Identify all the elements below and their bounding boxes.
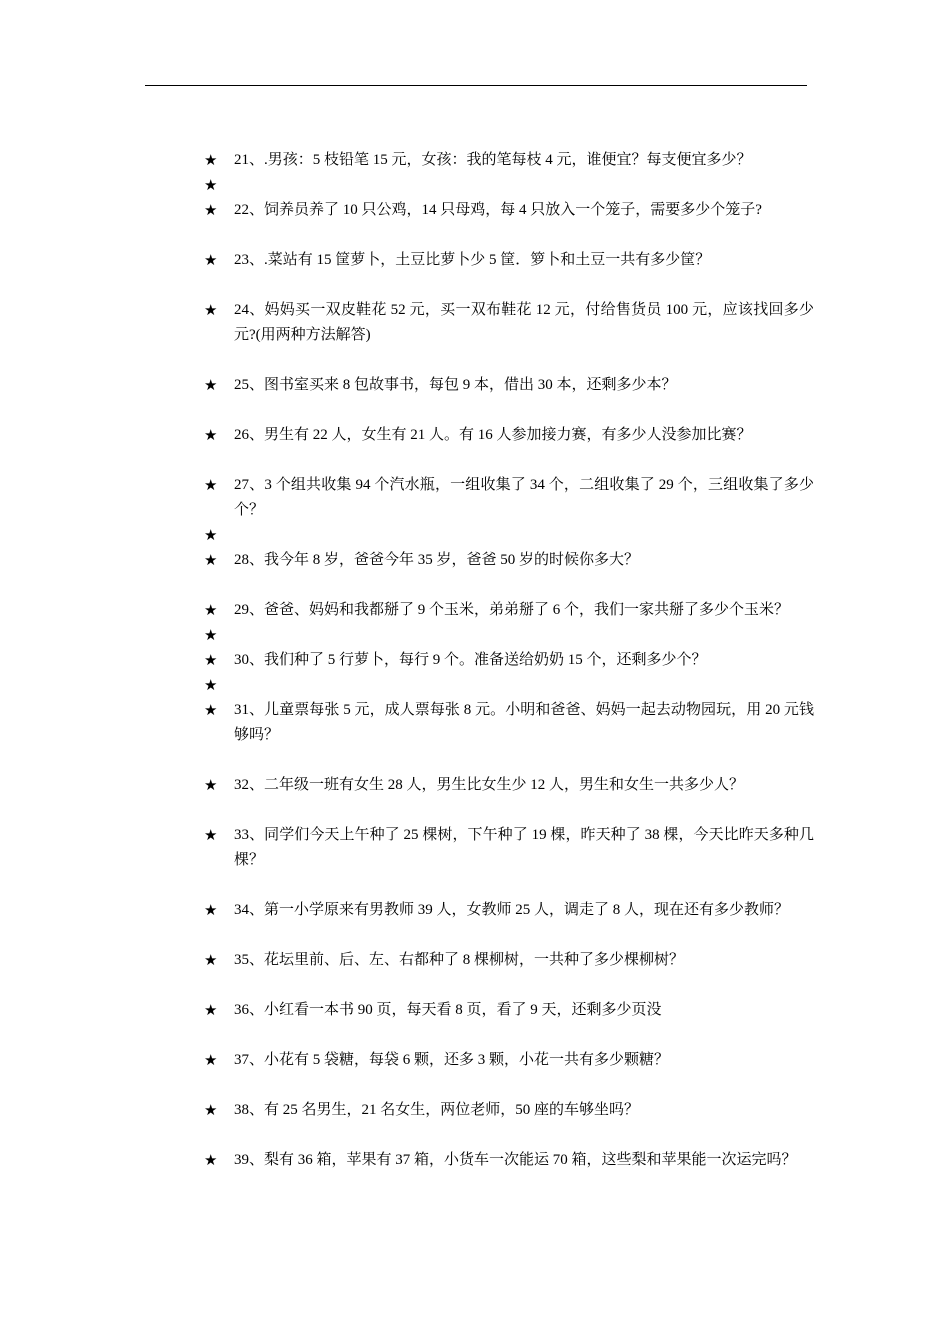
star-icon: ★ [204, 476, 218, 494]
question-text: 34、第一小学原来有男教师 39 人，女教师 25 人，调走了 8 人，现在还有多少教师？ [234, 902, 790, 918]
question-text: 32、二年级一班有女生 28 人，男生比女生少 12 人，男生和女生一共多少人？ [234, 777, 745, 793]
star-icon: ★ [204, 776, 218, 794]
question-text: 26、男生有 22 人，女生有 21 人。有 16 人参加接力赛，有多少人没参加比赛？ [234, 427, 752, 443]
star-icon: ★ [204, 426, 218, 444]
star-icon: ★ [204, 626, 218, 644]
question-text: 28、我今年 8 岁，爸爸今年 35 岁，爸爸 50 岁的时候你多大？ [234, 552, 640, 568]
header-rule [145, 85, 807, 86]
star-icon: ★ [204, 1051, 218, 1069]
question-text: 29、爸爸、妈妈和我都掰了 9 个玉米，弟弟掰了 6 个，我们一家共掰了多少个玉米？ [234, 602, 790, 618]
star-icon: ★ [204, 826, 218, 844]
star-icon: ★ [204, 526, 218, 544]
question-text: 31、儿童票每张 5 元，成人票每张 8 元。小明和爸爸、妈妈一起去动物园玩，用 20 元钱够吗？ [234, 702, 814, 743]
question-text: 27、3 个组共收集 94 个汽水瓶，一组收集了 34 个，二组收集了 29 个，三组收集了多少个？ [234, 477, 814, 518]
star-icon: ★ [204, 376, 218, 394]
star-icon: ★ [204, 1001, 218, 1019]
star-icon: ★ [204, 301, 218, 319]
star-icon: ★ [204, 201, 218, 219]
question-text: 22、饲养员养了 10 只公鸡，14 只母鸡，每 4 只放入一个笼子，需要多少个笼子? [234, 202, 762, 218]
star-icon: ★ [204, 551, 218, 569]
question-text: 39、梨有 36 箱，苹果有 37 箱，小货车一次能运 70 箱，这些梨和苹果能一次运完吗？ [234, 1152, 797, 1168]
star-icon: ★ [204, 676, 218, 694]
star-icon: ★ [204, 176, 218, 194]
star-icon: ★ [204, 651, 218, 669]
question-text: 37、小花有 5 袋糖，每袋 6 颗，还多 3 颗，小花一共有多少颗糖？ [234, 1052, 670, 1068]
question-text: 30、我们种了 5 行萝卜，每行 9 个。准备送给奶奶 15 个，还剩多少个？ [234, 652, 707, 668]
question-text: 36、小红看一本书 90 页，每天看 8 页，看了 9 天，还剩多少页没 [234, 1002, 662, 1018]
star-icon: ★ [204, 251, 218, 269]
question-text: 33、同学们今天上午种了 25 棵树，下午种了 19 棵，昨天种了 38 棵，今天比昨天多种几棵？ [234, 827, 814, 868]
star-icon: ★ [204, 701, 218, 719]
star-icon: ★ [204, 601, 218, 619]
question-text: 24、妈妈买一双皮鞋花 52 元，买一双布鞋花 12 元，付给售货员 100 元，应该找回多少元?(用两种方法解答) [234, 302, 814, 343]
star-icon: ★ [204, 151, 218, 169]
question-text: 25、图书室买来 8 包故事书，每包 9 本，借出 30 本，还剩多少本？ [234, 377, 677, 393]
star-icon: ★ [204, 1101, 218, 1119]
question-text: 38、有 25 名男生，21 名女生，两位老师，50 座的车够坐吗？ [234, 1102, 640, 1118]
star-icon: ★ [204, 1151, 218, 1169]
star-icon: ★ [204, 951, 218, 969]
question-text: 21、.男孩：5 枝铅笔 15 元，女孩：我的笔每枝 4 元，谁便宜？每支便宜多少？ [234, 152, 752, 168]
question-text: 35、花坛里前、后、左、右都种了 8 棵柳树，一共种了多少棵柳树？ [234, 952, 685, 968]
question-text: 23、.菜站有 15 筐萝卜，土豆比萝卜少 5 筐．箩卜和土豆一共有多少筐？ [234, 252, 711, 268]
star-icon: ★ [204, 901, 218, 919]
